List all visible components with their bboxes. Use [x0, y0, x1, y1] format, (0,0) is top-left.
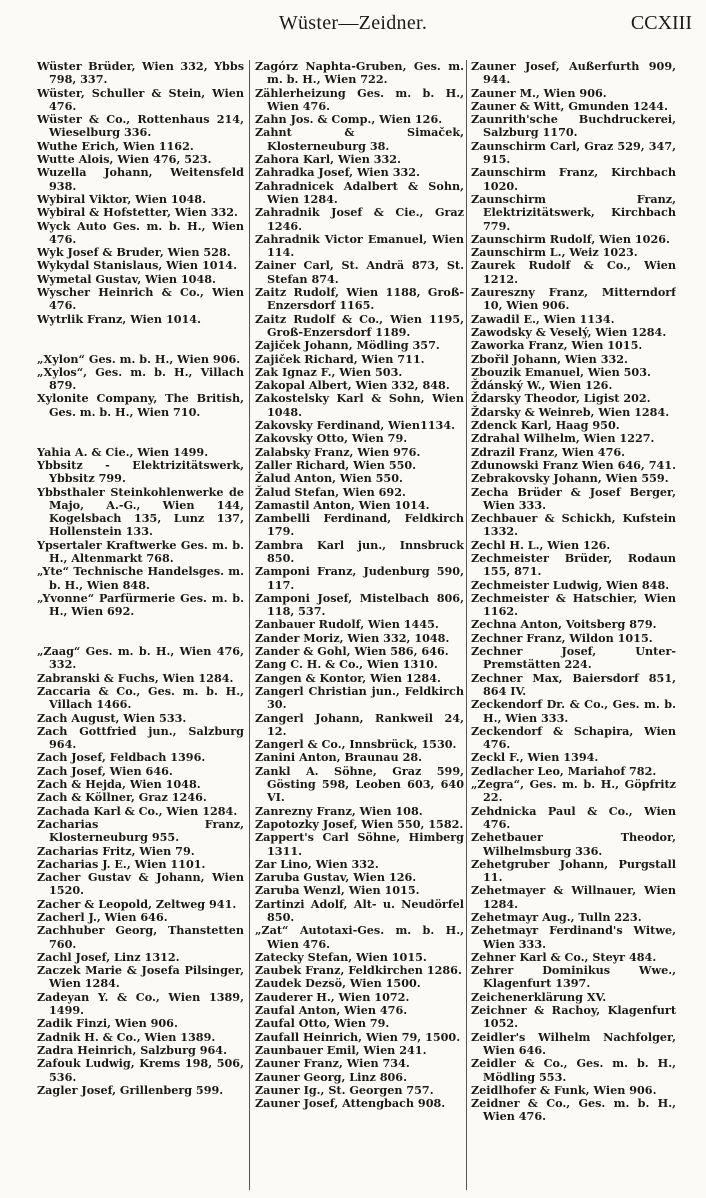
directory-entry: Zambelli Ferdinand, Feldkirch 179. [255, 511, 464, 539]
directory-entry: Zauner Georg, Linz 806. [255, 1069, 407, 1084]
directory-entry: Zahn Jos. & Comp., Wien 126. [255, 112, 443, 127]
directory-entry: Zadeyan Y. & Co., Wien 1389, 1499. [37, 989, 244, 1018]
directory-entry: Zafouk Ludwig, Krems 198, 506, 536. [37, 1056, 244, 1084]
directory-entry: „Yte“ Technische Handelsges. m. b. H., Wien 848. [37, 564, 244, 592]
directory-entry: Zdrahal Wilhelm, Wien 1227. [471, 431, 655, 446]
directory-entry: Zehner Karl & Co., Steyr 484. [471, 949, 657, 964]
directory-entry: Zedlacher Leo, Mariahof 782. [471, 763, 657, 778]
directory-entry: Wuthe Erich, Wien 1162. [37, 138, 194, 153]
directory-entry: Zajiček Richard, Wien 711. [255, 351, 425, 366]
directory-entry: Zechner Franz, Wildon 1015. [471, 630, 653, 645]
directory-entry: Zaitz Rudolf, Wien 1188, Groß-Enzersdorf 1165. [255, 285, 464, 313]
directory-entry: Zainer Carl, St. Andrä 873, St. Stefan 874. [255, 258, 464, 286]
directory-entry: Wybiral Viktor, Wien 1048. [37, 191, 206, 206]
directory-entry: Zaller Richard, Wien 550. [255, 457, 417, 472]
directory-entry: Zankl A. Söhne, Graz 599, Gösting 598, Leoben 603, 640 VI. [255, 763, 464, 805]
directory-entry: Ždarsky Theodor, Ligist 202. [471, 391, 651, 406]
directory-entry: „Zat“ Autotaxi-Ges. m. b. H., Wien 476. [255, 923, 464, 951]
directory-entry: „Xylos“, Ges. m. b. H., Villach 879. [37, 364, 244, 393]
directory-entry: Zachada Karl & Co., Wien 1284. [37, 803, 238, 818]
directory-entry: Wykydal Stanislaus, Wien 1014. [37, 258, 237, 273]
directory-entry: „Yvonne“ Parfürmerie Ges. m. b. H., Wien 692. [37, 590, 244, 619]
directory-entry: Zeidlhofer & Funk, Wien 906. [471, 1082, 657, 1097]
directory-entry: Zaunschirm Carl, Graz 529, 347, 915. [471, 138, 676, 167]
directory-entry: Wüster Brüder, Wien 332, Ybbs 798, 337. [37, 60, 244, 87]
directory-entry: Zechmeister & Hatschier, Wien 1162. [471, 590, 676, 619]
directory-entry: Zaunschirm Rudolf, Wien 1026. [471, 231, 670, 246]
directory-entry: Zechner Josef, Unter-Premstätten 224. [471, 644, 676, 672]
directory-entry: Zakovsky Otto, Wien 79. [255, 431, 408, 446]
directory-entry: Zehdnicka Paul & Co., Wien 476. [471, 803, 676, 831]
page-header [0, 8, 706, 42]
directory-entry: Wuzella Johann, Weitensfeld 938. [37, 165, 244, 193]
directory-entry: Zehrer Dominikus Wwe., Klagenfurt 1397. [471, 963, 676, 991]
directory-entry: Zahora Karl, Wien 332. [255, 152, 401, 167]
directory-entry: Wutte Alois, Wien 476, 523. [37, 152, 212, 167]
directory-entry: Zachhuber Georg, Thanstetten 760. [37, 923, 244, 951]
directory-entry: Zaunschirm Franz, Kirchbach 1020. [471, 165, 676, 193]
directory-entry: Zaufal Otto, Wien 79. [255, 1016, 390, 1031]
directory-entry: Zaczek Marie & Josefa Pilsinger, Wien 1284. [37, 963, 244, 991]
directory-entry: Zdrazil Franz, Wien 476. [471, 444, 626, 459]
directory-entry: Zach & Hejda, Wien 1048. [37, 777, 201, 792]
directory-entry: Zeckendorf & Schapira, Wien 476. [471, 723, 676, 752]
directory-entry: Zehetmayr Aug., Tulln 223. [471, 910, 642, 924]
directory-entry: Zander & Gohl, Wien 586, 646. [255, 644, 449, 659]
directory-entry: Zeichner & Rachoy, Klagenfurt 1052. [471, 1003, 676, 1031]
directory-entry: Zeckendorf Dr. & Co., Ges. m. b. H., Wien 333. [471, 697, 676, 725]
directory-entry: Zangerl Christian jun., Feldkirch 30. [255, 683, 464, 712]
directory-entry: Zeidler & Co., Ges. m. b. H., Mödling 553. [471, 1056, 676, 1084]
directory-entry: Zamponi Josef, Mistelbach 806, 118, 537. [255, 590, 464, 619]
directory-entry: Zalabsky Franz, Wien 976. [255, 444, 421, 459]
directory-entry: Žalud Stefan, Wien 692. [255, 484, 406, 499]
directory-entry: Zehetgruber Johann, Purgstall 11. [471, 856, 676, 885]
directory-entry: Zacharias Fritz, Wien 79. [37, 843, 195, 858]
directory-entry: Zakostelsky Karl & Sohn, Wien 1048. [255, 391, 464, 419]
directory-entry: Zadra Heinrich, Salzburg 964. [37, 1042, 227, 1057]
directory-entry: Zechbauer & Schickh, Kufstein 1332. [471, 511, 676, 539]
directory-entry: Zajiček Johann, Mödling 357. [255, 338, 440, 353]
directory-entry: Zehetbauer Theodor, Wilhelmsburg 336. [471, 830, 676, 858]
directory-entry: Wyck Auto Ges. m. b. H., Wien 476. [37, 218, 244, 246]
directory-entry: Zacherl J., Wien 646. [37, 910, 168, 924]
directory-entry: Zaunschirm L., Weiz 1023. [471, 245, 638, 260]
directory-entry: Zach Josef, Wien 646. [37, 763, 173, 778]
directory-entry: Zamastil Anton, Wien 1014. [255, 497, 430, 512]
directory-entry: Zbořil Johann, Wien 332. [471, 351, 628, 366]
directory-entry: Zach Gottfried jun., Salzburg 964. [37, 723, 244, 752]
directory-entry: Zahradnik Josef & Cie., Graz 1246. [255, 205, 464, 233]
directory-entry: Ždánský W., Wien 126. [471, 378, 613, 393]
directory-entry: Zar Lino, Wien 332. [255, 856, 379, 871]
directory-entry: Zeichenerklärung XV. [471, 989, 607, 1004]
directory-entry: Zambra Karl jun., Innsbruck 850. [255, 537, 464, 565]
directory-entry: Wüster, Schuller & Stein, Wien 476. [37, 85, 244, 113]
directory-entry: Wytrlik Franz, Wien 1014. [37, 311, 201, 326]
directory-entry: Zadik Finzi, Wien 906. [37, 1016, 178, 1031]
directory-entry: Zauner M., Wien 906. [471, 85, 607, 100]
directory-entry: Zdunowski Franz Wien 646, 741. [471, 457, 676, 472]
directory-entry: Zauner Josef, Außerfurth 909, 944. [471, 60, 676, 87]
directory-entry: Zechna Anton, Voitsberg 879. [471, 617, 657, 632]
directory-entry: Zaruba Gustav, Wien 126. [255, 870, 417, 885]
page-number: CCXIII [630, 12, 692, 34]
directory-entry: Wybiral & Hofstetter, Wien 332. [37, 205, 238, 220]
directory-entry: Zehetmayr Ferdinand's Witwe, Wien 333. [471, 923, 676, 951]
directory-entry: Zaunrith'sche Buchdruckerei, Salzburg 1170. [471, 112, 676, 140]
directory-entry: Zaureszny Franz, Mitterndorf 10, Wien 906. [471, 285, 676, 313]
directory-entry: Zechner Max, Baiersdorf 851, 864 IV. [471, 670, 676, 698]
directory-entry: „Zaag“ Ges. m. b. H., Wien 476, 332. [37, 644, 244, 672]
directory-column-2 [255, 60, 464, 1190]
directory-entry: Zatecky Stefan, Wien 1015. [255, 949, 427, 964]
directory-entry: Zacher & Leopold, Zeltweg 941. [37, 896, 237, 911]
directory-entry: Zauner Ig., St. Georgen 757. [255, 1082, 434, 1097]
directory-entry: Zaccaria & Co., Ges. m. b. H., Villach 1466. [37, 683, 244, 712]
directory-entry: Wüster & Co., Rottenhaus 214, Wieselburg 336. [37, 112, 244, 140]
directory-entry: Ybbsitz - Elektrizitätswerk, Ybbsitz 799. [37, 457, 244, 486]
directory-entry: Zehetmayer & Willnauer, Wien 1284. [471, 883, 676, 911]
directory-entry: Žalud Anton, Wien 550. [255, 471, 403, 486]
directory-entry: Zaunschirm Franz, Elektrizitätswerk, Kirchbach 779. [471, 191, 676, 233]
directory-entry: Zaitz Rudolf & Co., Wien 1195, Groß-Enzersdorf 1189. [255, 311, 464, 339]
directory-entry: Zanrezny Franz, Wien 108. [255, 803, 423, 818]
directory-entry: Zaunbauer Emil, Wien 241. [255, 1042, 427, 1057]
directory-entry: Zählerheizung Ges. m. b. H., Wien 476. [255, 85, 464, 113]
directory-entry: Zahradnicek Adalbert & Sohn, Wien 1284. [255, 178, 464, 206]
directory-entry: „Zegra“, Ges. m. b. H., Göpfritz 22. [471, 777, 676, 805]
directory-entry: Zach & Köllner, Graz 1246. [37, 790, 207, 805]
directory-entry: Zaubek Franz, Feldkirchen 1286. [255, 963, 462, 978]
directory-entry: Zach Josef, Feldbach 1396. [37, 750, 206, 765]
directory-entry: Ybbsthaler Steinkohlenwerke de Majo, A.-G., Wien 144, Kogelsbach 135, Lunz 137, Hollenstein 133. [37, 484, 244, 539]
directory-entry: Zachl Josef, Linz 1312. [37, 949, 180, 964]
directory-entry: Zach August, Wien 533. [37, 710, 187, 725]
directory-entry: Wymetal Gustav, Wien 1048. [37, 271, 216, 286]
column-divider [249, 60, 250, 1190]
directory-entry: Zeidler's Wilhelm Nachfolger, Wien 646. [471, 1029, 676, 1057]
directory-entry: Zadnik H. & Co., Wien 1389. [37, 1029, 216, 1044]
directory-entry: Zappert's Carl Söhne, Himberg 1311. [255, 830, 464, 858]
directory-entry: Zartinzi Adolf, Alt- u. Neudörfel 850. [255, 896, 464, 924]
directory-column-3 [471, 60, 676, 1190]
directory-entry: Zaufal Anton, Wien 476. [255, 1003, 408, 1018]
directory-entry: Wyk Josef & Bruder, Wien 528. [37, 245, 231, 260]
directory-entry: Zaudek Dezsö, Wien 1500. [255, 976, 421, 991]
directory-entry: Zangerl Johann, Rankweil 24, 12. [255, 710, 464, 738]
directory-entry: Zangen & Kontor, Wien 1284. [255, 670, 441, 685]
directory-entry: Zechmeister Brüder, Rodaun 155, 871. [471, 550, 676, 579]
column-divider [466, 60, 467, 1190]
directory-entry: Zauner Franz, Wien 734. [255, 1056, 410, 1071]
directory-entry: Zander Moriz, Wien 332, 1048. [255, 630, 450, 645]
directory-entry: Zangerl & Co., Innsbrück, 1530. [255, 737, 457, 752]
directory-entry: Zakopal Albert, Wien 332, 848. [255, 378, 450, 393]
directory-entry: Zanbauer Rudolf, Wien 1445. [255, 617, 439, 632]
directory-entry: Zanini Anton, Braunau 28. [255, 750, 423, 765]
directory-entry: Zaworka Franz, Wien 1015. [471, 338, 643, 353]
directory-entry: Zahradka Josef, Wien 332. [255, 165, 420, 180]
directory-entry: Zeidner & Co., Ges. m. b. H., Wien 476. [471, 1096, 676, 1124]
directory-entry: Wyscher Heinrich & Co., Wien 476. [37, 285, 244, 313]
directory-entry: Zagler Josef, Grillenberg 599. [37, 1082, 224, 1097]
directory-entry: Zeckl F., Wien 1394. [471, 750, 599, 765]
directory-entry: Zang C. H. & Co., Wien 1310. [255, 657, 438, 672]
directory-entry: Zahnt & Simaček, Klosterneuburg 38. [255, 125, 464, 153]
directory-entry: Zabranski & Fuchs, Wien 1284. [37, 670, 234, 685]
directory-entry: Ždarsky & Weinreb, Wien 1284. [471, 404, 670, 419]
directory-entry: Yahia A. & Cie., Wien 1499. [37, 444, 209, 459]
directory-entry: Zecha Brüder & Josef Berger, Wien 333. [471, 484, 676, 512]
directory-entry: Zechmeister Ludwig, Wien 848. [471, 577, 670, 592]
directory-entry: Zapotozky Josef, Wien 550, 1582. [255, 816, 464, 831]
directory-entry: Xylonite Company, The British, Ges. m. b. H., Wien 710. [37, 391, 244, 419]
directory-entry: Zauner & Witt, Gmunden 1244. [471, 98, 668, 113]
directory-entry: Zacharias Franz, Klosterneuburg 955. [37, 816, 244, 845]
directory-entry: Zak Ignaz F., Wien 503. [255, 364, 403, 379]
directory-entry: Zagórz Naphta-Gruben, Ges. m. m. b. H., Wien 722. [255, 60, 464, 87]
directory-entry: Zacher Gustav & Johann, Wien 1520. [37, 870, 244, 898]
directory-entry: Zechl H. L., Wien 126. [471, 537, 611, 552]
directory-entry: Zdenck Karl, Haag 950. [471, 418, 620, 433]
page-title: Wüster—Zeidner. [278, 12, 428, 34]
directory-entry: Zaufall Heinrich, Wien 79, 1500. [255, 1029, 461, 1044]
directory-entry: Zawadil E., Wien 1134. [471, 311, 615, 326]
directory-column-1 [37, 60, 244, 1190]
directory-entry: Zakovsky Ferdinand, Wien1134. [255, 418, 456, 433]
directory-entry: „Xylon“ Ges. m. b. H., Wien 906. [37, 351, 241, 366]
directory-entry: Zauderer H., Wien 1072. [255, 989, 410, 1004]
directory-entry: Ypsertaler Kraftwerke Ges. m. b. H., Altenmarkt 768. [37, 537, 244, 565]
directory-entry: Zbouzik Emanuel, Wien 503. [471, 364, 651, 379]
directory-entry: Zebrakovsky Johann, Wien 559. [471, 471, 669, 486]
directory-entry: Zamponi Franz, Judenburg 590, 117. [255, 564, 464, 592]
directory-entry: Zacharias J. E., Wien 1101. [37, 856, 206, 871]
directory-entry: Zaruba Wenzl, Wien 1015. [255, 883, 420, 898]
directory-entry: Zahradnik Victor Emanuel, Wien 114. [255, 231, 464, 260]
directory-entry: Zawodsky & Veselý, Wien 1284. [471, 324, 667, 339]
directory-entry: Zaurek Rudolf & Co., Wien 1212. [471, 258, 676, 286]
directory-entry: Zauner Josef, Attengbach 908. [255, 1096, 446, 1111]
